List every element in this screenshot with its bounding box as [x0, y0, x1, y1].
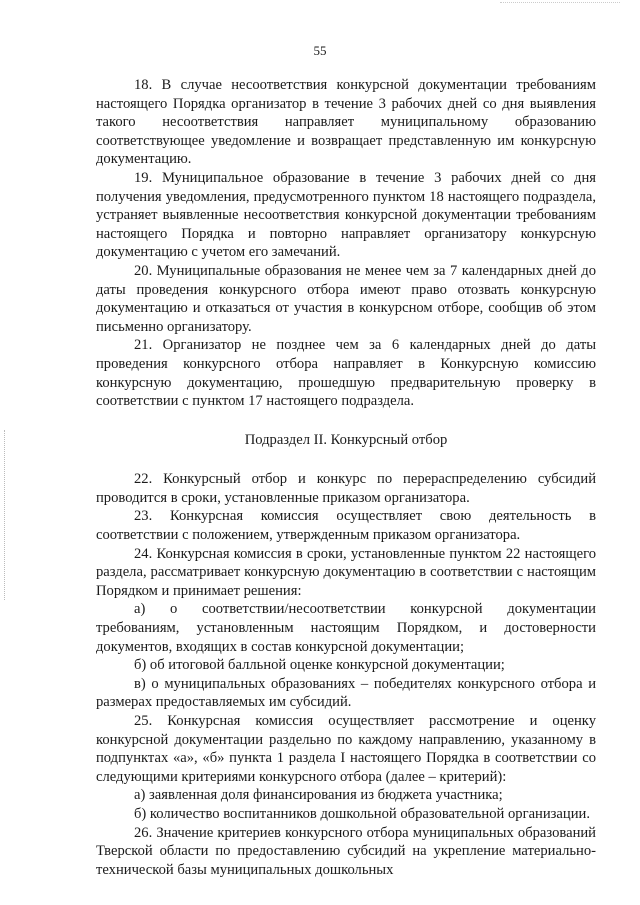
- paragraph-18: 18. В случае несоответствия конкурсной документации требованиям настоящего Порядка организатор в течение 3 рабочих дней со дня выявления такого несоответствия направляет муниципальному образованию соответствующее уведомление и возвращает представленную им конкурсную документацию.: [96, 77, 596, 168]
- paragraph-23: 23. Конкурсная комиссия осуществляет свою деятельность в соответствии с положением, утвержденным приказом организатора.: [96, 508, 596, 544]
- paragraph-26: 26. Значение критериев конкурсного отбора муниципальных образований Тверской области по предоставлению субсидий на укрепление материально-технической базы муниципальных дошкольных: [96, 824, 596, 878]
- paragraph-20: 20. Муниципальные образования не менее чем за 7 календарных дней до даты проведения конкурсного отбора имеют право отозвать конкурсную документацию и отказаться от участия в конкурсном отборе, сообщив об этом письменно организатору.: [96, 262, 596, 335]
- paragraph-21: 21. Организатор не позднее чем за 6 календарных дней до даты проведения конкурсного отбора направляет в Конкурсную комиссию конкурсную документацию, прошедшую предварительную проверку в соответствии с пунктом 17 настоящего подраздела.: [96, 337, 596, 410]
- paragraph-25: 25. Конкурсная комиссия осуществляет рассмотрение и оценку конкурсной документации раздельно по каждому направлению, указанному в подпунктах «а», «б» пункта 1 раздела I настоящего Порядка в соответствии со следующими критериями конкурсного отбора (далее – критерий):: [96, 713, 596, 785]
- paragraph-24: 24. Конкурсная комиссия в сроки, установленные пунктом 22 настоящего раздела, рассматривает конкурсную документацию в соответствии с настоящим Порядком и принимает решения:: [96, 545, 596, 599]
- page-number: 55: [313, 43, 327, 58]
- paragraph-25-a: а) заявленная доля финансирования из бюджета участника;: [134, 787, 503, 804]
- scan-artifact: [500, 2, 620, 5]
- paragraph-19: 19. Муниципальное образование в течение 3 рабочих дней со дня получения уведомления, предусмотренного пунктом 18 настоящего подраздела, устраняет выявленные несоответствия конкурсной документации требованиям настоящего Порядка и повторно направляет организатору конкурсную документацию с учетом его замечаний.: [96, 169, 596, 261]
- subsection-heading: Подраздел II. Конкурсный отбор: [244, 431, 448, 448]
- paragraph-24-a: а) о соответствии/несоответствии конкурсной документации требованиям, установленным настоящим Порядком, и достоверности документов, входящих в состав конкурсной документации;: [96, 601, 596, 655]
- paragraph-24-b: б) об итоговой балльной оценке конкурсной документации;: [134, 657, 505, 674]
- paragraph-24-v: в) о муниципальных образованиях – победителях конкурсного отбора и размерах предоставляемых им субсидий.: [96, 675, 596, 711]
- document-body: [96, 76, 596, 879]
- paragraph-25-b: б) количество воспитанников дошкольной образовательной организации.: [134, 805, 590, 822]
- scan-edge-artifact: [4, 430, 7, 600]
- paragraph-22: 22. Конкурсный отбор и конкурс по перераспределению субсидий проводится в сроки, установленные приказом организатора.: [96, 471, 596, 506]
